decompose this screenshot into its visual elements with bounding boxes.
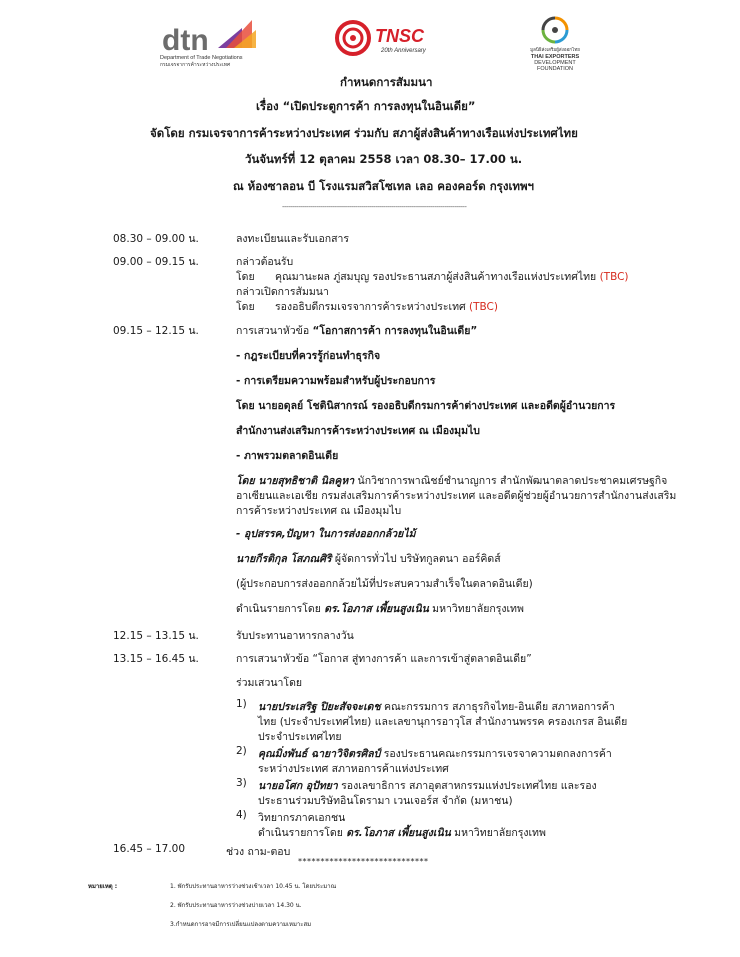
tef-sub1: มูลนิธิส่งเสริมผู้ส่งออกไทย <box>530 48 580 53</box>
panelist-1-line2: ไทย (ประจำประเทศไทย) และเลขานุการอาวุโส สำนักงานพรรค ครองเกรส อินเดีย <box>258 716 628 728</box>
speaker-3-title: ผู้จัดการทั่วไป บริษัทกูลตนา ออร์คิดส์ <box>334 553 501 565</box>
tnsc-sub: 20th Anniversary <box>381 48 426 54</box>
time-slot-6: 16.45 – 17.00 <box>113 843 186 855</box>
dtn-sub2: กรมเจรจาการค้าระหว่างประเทศ <box>160 62 231 68</box>
moderator-org: มหาวิทยาลัยกรุงเทพ <box>432 603 524 615</box>
tnsc-text: TNSC <box>375 26 424 46</box>
page-title: กำหนดการสัมมนา <box>340 75 433 89</box>
qa-session: ช่วง ถาม-ตอบ <box>226 846 291 858</box>
panelist-1-number: 1) <box>236 698 247 710</box>
panelist-1-line3: ประจำประเทศไทย <box>258 731 342 743</box>
speaker-2-name: โดย นายสุทธิชาติ นิลคูหา <box>236 475 355 487</box>
dtn-logo <box>160 16 270 68</box>
panelist-2-name: คุณมิ่งพันธ์ ฉายาวิจิตรศิลป์ <box>258 748 381 760</box>
tef-sub4: FOUNDATION <box>537 66 573 72</box>
event-venue: ณ ห้องซาลอน บี โรงแรมสวิสโซเทล เลอ คองคอร์ด กรุงเทพฯ <box>233 179 534 193</box>
welcome-speech: กล่าวต้อนรับ <box>236 256 294 268</box>
bullet-preparation: - การเตรียมความพร้อมสำหรับผู้ประกอบการ <box>236 375 436 387</box>
speaker-3-name: นายกีรติกุล โสภณศิริ <box>236 553 332 565</box>
panelist-3-title: รองเลขาธิการ สภาอุตสาหกรรมแห่งประเทศไทย และรอง <box>341 780 597 792</box>
tef-logo <box>525 14 585 74</box>
bullet-regulations: - กฎระเบียบที่ควรรู้ก่อนทำธุรกิจ <box>236 350 381 362</box>
bullet-market-overview: - ภาพรวมตลาดอินเดีย <box>236 450 339 462</box>
panelist-1-title: คณะกรรมการ สภาธุรกิจไทย-อินเดีย สภาหอการค้า <box>383 701 615 713</box>
by-label-1: โดย <box>236 271 255 283</box>
panelist-3-name: นายอโศก อุปัทยา <box>258 780 338 792</box>
bullet-orchid-export: - อุปสรรค,ปัญหา ในการส่งออกกล้วยไม้ <box>236 528 416 540</box>
panelist-2-line2: ระหว่างประเทศ สภาหอการค้าแห่งประเทศ <box>258 763 449 775</box>
panel-topic-1 <box>236 322 477 339</box>
time-slot-5: 13.15 – 16.45 น. <box>113 653 199 665</box>
seminar-subject: เรื่อง “เปิดประตูการค้า การลงทุนในอินเดีย” <box>256 99 476 113</box>
moderator-prefix: ดำเนินรายการโดย <box>258 827 343 839</box>
lunch: รับประทานอาหารกลางวัน <box>236 630 354 642</box>
footnote-1: 1. พักรับประทานอาหารว่างช่วงเช้าเวลา 10.45 น. โดยประมาณ <box>170 883 337 890</box>
moderator-prefix: ดำเนินรายการโดย <box>236 603 321 615</box>
time-slot-4: 12.15 – 13.15 น. <box>113 630 199 642</box>
moderator-name: ดร.โอภาส เพี้ยนสูงเนิน <box>324 603 429 615</box>
dtn-logo-text: dtn <box>162 24 209 57</box>
opening-speech: กล่าวเปิดการสัมมนา <box>236 286 329 298</box>
tnsc-logo <box>335 18 460 60</box>
panelist-2-title: รองประธานคณะกรรมการเจรจาความตกลงการค้า <box>383 748 612 760</box>
footnote-label: หมายเหตุ : <box>88 883 118 890</box>
organizer: จัดโดย กรมเจรจาการค้าระหว่างประเทศ ร่วมกับ สภาผู้ส่งสินค้าทางเรือแห่งประเทศไทย <box>150 126 578 140</box>
dtn-sub1: Department of Trade Negotiations <box>160 55 243 61</box>
tef-sub2: THAI EXPORTERS <box>530 54 580 60</box>
panelist-3-number: 3) <box>236 777 247 789</box>
speaker-3 <box>236 550 501 567</box>
speaker-3-note: (ผู้ประกอบการส่งออกกล้วยไม้ที่ประสบความสำเร็จในตลาดอินเดีย) <box>236 578 533 590</box>
welcome-speaker-text: คุณมานะผล ภู่สมบุญ รองประธานสภาผู้ส่งสินค้าทางเรือแห่งประเทศไทย <box>275 271 597 283</box>
time-slot-3: 09.15 – 12.15 น. <box>113 325 199 337</box>
speaker-1-line2: สำนักงานส่งเสริมการค้าระหว่างประเทศ ณ เมืองมุมไบ <box>236 425 480 437</box>
time-slot-2: 09.00 – 09.15 น. <box>113 256 199 268</box>
panel-intro: ร่วมเสวนาโดย <box>236 677 303 689</box>
panelist-1-name: นายประเสริฐ ปิยะสัจจะเดช <box>258 701 381 713</box>
moderator-2 <box>258 824 546 841</box>
tbc-badge: (TBC) <box>599 271 629 283</box>
tef-sub3: DEVELOPMENT <box>534 60 576 66</box>
panel-topic-2: การเสวนาหัวข้อ “โอกาส สู่ทางการค้า และการเข้าสู่ตลาดอินเดีย” <box>236 653 532 665</box>
topic-prefix: การเสวนาหัวข้อ <box>236 325 310 337</box>
panelist-2-number: 2) <box>236 745 247 757</box>
moderator-org: มหาวิทยาลัยกรุงเทพ <box>454 827 546 839</box>
footnote-3: 3.กำหนดการอาจมีการเปลี่ยนแปลงตามความเหมาะสม <box>170 921 312 928</box>
panelist-3-line2: ประธานร่วมบริษัทอินโดรามา เวนเจอร์ส จำกัด (มหาชน) <box>258 795 513 807</box>
stars-divider: ***************************** <box>298 857 429 866</box>
time-slot-1: 08.30 – 09.00 น. <box>113 233 199 245</box>
speaker-2-line3: การค้าระหว่างประเทศ ณ เมืองมุมไบ <box>236 505 402 517</box>
registration: ลงทะเบียนและรับเอกสาร <box>236 233 350 245</box>
panelist-4-number: 4) <box>236 809 247 821</box>
opening-speaker-text: รองอธิบดีกรมเจรจาการค้าระหว่างประเทศ <box>275 301 466 313</box>
by-label-2: โดย <box>236 301 255 313</box>
header-divider: ------------------------------------------------------------------------------------------- <box>282 203 467 211</box>
speaker-2-title: นักวิชาการพาณิชย์ชำนาญการ สำนักพัฒนาตลาดประชาคมเศรษฐกิจ <box>357 475 668 487</box>
speaker-2-line2: อาเซียนและเอเชีย กรมส่งเสริมการค้าระหว่างประเทศ และอดีตผู้ช่วยผู้อำนวยการสำนักงานส่งเสริม <box>236 490 677 502</box>
opening-speaker <box>275 298 498 315</box>
topic-title: “โอกาสการค้า การลงทุนในอินเดีย” <box>312 325 478 337</box>
event-date: วันจันทร์ที่ 12 ตุลาคม 2558 เวลา 08.30– 17.00 น. <box>245 152 523 166</box>
panelist-4-text: วิทยากรภาคเอกชน <box>258 812 346 824</box>
moderator-1 <box>236 600 524 617</box>
tbc-badge: (TBC) <box>469 301 498 313</box>
speaker-1-line1: โดย นายอดุลย์ โชตินิสากรณ์ รองอธิบดีกรมการค้าต่างประเทศ และอดีตผู้อำนวยการ <box>236 400 616 412</box>
footnote-2: 2. พักรับประทานอาหารว่างช่วงบ่ายเวลา 14.30 น. <box>170 902 302 909</box>
moderator-name: ดร.โอภาส เพี้ยนสูงเนิน <box>346 827 451 839</box>
